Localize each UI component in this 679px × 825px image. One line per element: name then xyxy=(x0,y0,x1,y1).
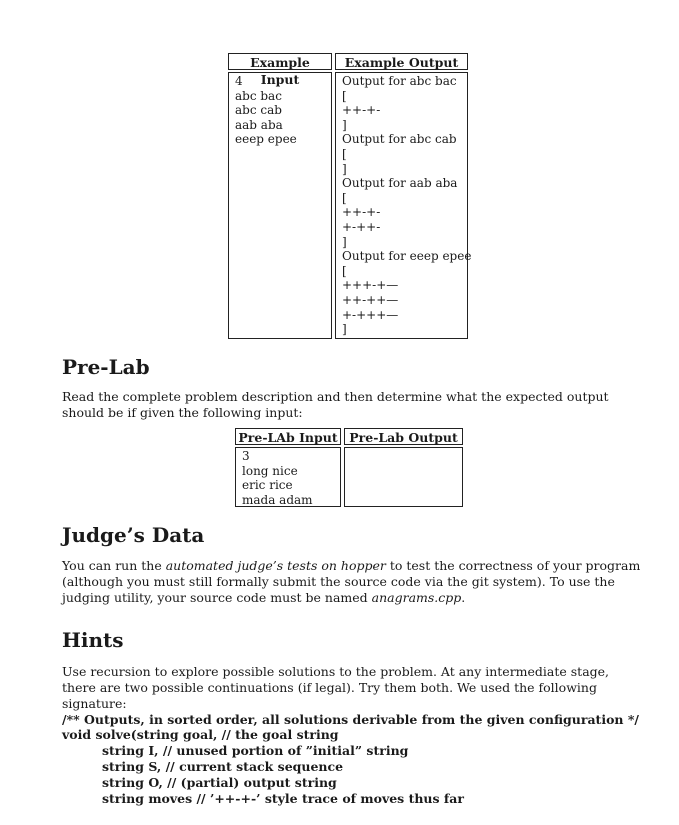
example-input-header: Example Input xyxy=(228,53,332,70)
example-output-line: +-+++— xyxy=(342,307,399,322)
example-output-line: Output for abc bac xyxy=(342,74,457,88)
code-line-param-o: string O, // (partial) output string xyxy=(102,775,337,790)
code-line-param-s: string S, // current stack sequence xyxy=(102,759,344,774)
example-output-cell xyxy=(335,72,472,339)
code-line-param-moves: string moves // ’++-+-’ style trace of moves thus far xyxy=(102,791,464,806)
example-input-line: abc cab xyxy=(235,103,282,118)
prelab-paragraph: Read the complete problem description and then determine what the expected output should be if given the following input: xyxy=(62,389,609,420)
code-line-param-i: string I, // unused portion of ”initial” string xyxy=(102,743,409,758)
example-output-line: Output for eeep epee xyxy=(342,249,472,264)
example-output-line: ] xyxy=(342,234,347,249)
code-line-signature: void solve(string goal, // the goal string xyxy=(62,727,339,742)
judges-text-start: You can run the xyxy=(62,558,166,573)
example-input-line: abc bac xyxy=(235,88,282,103)
example-output-line: +-++- xyxy=(342,220,381,234)
hints-paragraph: Use recursion to explore possible solutions to the problem. At any intermediate stage, there are two possible continuations (if legal). Try them both. We used the following signature: xyxy=(62,664,610,711)
prelab-input-line: mada adam xyxy=(242,492,313,507)
prelab-input-header: Pre-LAb Input xyxy=(235,428,341,445)
example-output-header: Example Output xyxy=(335,53,468,70)
example-output-line: ] xyxy=(342,161,347,176)
example-input-line: eeep epee xyxy=(235,132,297,147)
example-output-line: ++-+- xyxy=(342,205,381,220)
judges-heading: Judge’s Data xyxy=(62,523,205,547)
code-line-comment: /** Outputs, in sorted order, all solutions derivable from the given configuration */ xyxy=(62,712,639,727)
judges-text-end: . xyxy=(461,590,466,605)
prelab-output-header: Pre-Lab Output xyxy=(344,428,463,445)
example-output-line: ] xyxy=(342,322,347,337)
example-output-line: +++-+— xyxy=(342,278,399,293)
example-output-line: [ xyxy=(342,190,347,205)
prelab-input-line: long nice xyxy=(242,463,298,478)
example-output-line: Output for aab aba xyxy=(342,176,458,191)
example-input-line: 4 xyxy=(235,74,243,88)
example-output-line: [ xyxy=(342,263,347,278)
prelab-input-line: eric rice xyxy=(242,478,293,493)
judges-link-text: automated judge’s tests on hopper xyxy=(165,558,386,573)
judges-paragraph xyxy=(62,558,642,606)
prelab-output-cell xyxy=(344,447,463,507)
prelab-heading: Pre-Lab xyxy=(62,355,150,379)
prelab-input-cell xyxy=(235,447,341,507)
example-output-line: ++-++— xyxy=(342,293,399,307)
example-output-line: [ xyxy=(342,88,347,103)
example-output-line: ++-+- xyxy=(342,103,381,118)
judges-filename: anagrams.cpp xyxy=(371,590,462,605)
prelab-table xyxy=(235,428,463,507)
example-output-line: [ xyxy=(342,147,347,161)
example-output-line: Output for abc cab xyxy=(342,132,457,147)
prelab-input-line: 3 xyxy=(242,449,250,463)
judges-text-mid: to test the correctness of your program (although you must still formally submit the source code via the git system). To use the judging utility, your source code must be named xyxy=(62,558,641,605)
example-input-line: aab aba xyxy=(235,117,283,132)
example-table xyxy=(228,53,472,339)
example-input-cell xyxy=(228,72,332,339)
example-output-line: ] xyxy=(342,117,347,132)
hints-heading: Hints xyxy=(62,628,124,652)
